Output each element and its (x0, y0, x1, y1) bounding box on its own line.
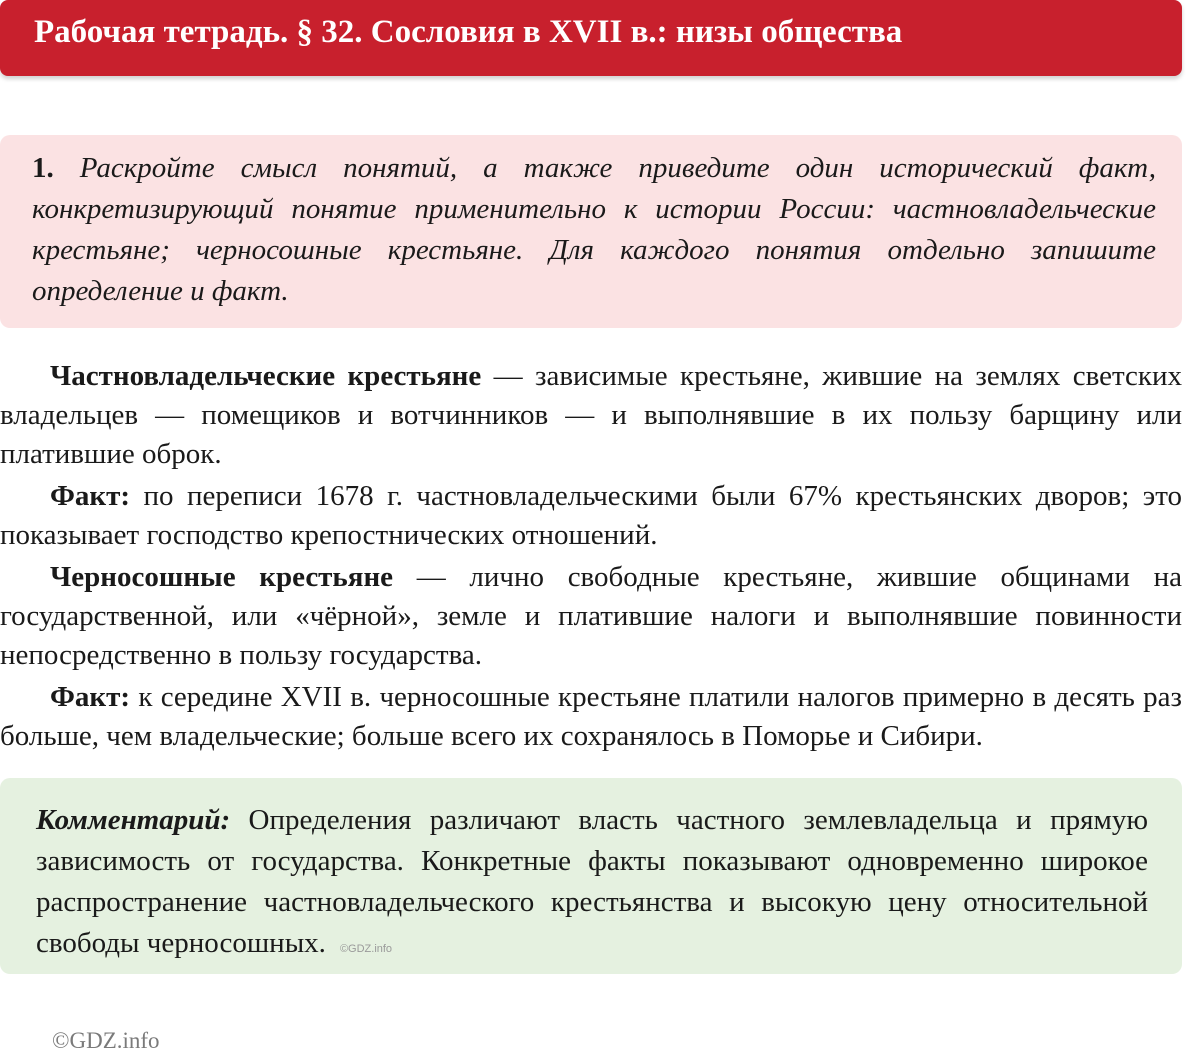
answer-paragraph (0, 678, 1182, 756)
answer-text: по переписи 1678 г. частновладельческими были 67% крестьянских дворов; это показывает господство крепостнических отношений. (0, 480, 1182, 551)
answer-term: Черносошные крестьяне (50, 561, 394, 593)
task-text: Раскройте смысл понятий, а также приведите один исторический факт, конкретизирующий понятие применительно к истории России: частновладельческие крестьяне; черносошные крестьяне. Для каждого понятия отдельно запишите определение и факт. (32, 152, 1156, 307)
answer-term: Частновладельческие крестьяне (50, 360, 482, 392)
task-statement (32, 148, 1156, 312)
answer-text: — зависимые крестьяне, жившие на землях светских владельцев — помещиков и вотчинников — и выполнявшие в их пользу барщину или платившие оброк. (0, 360, 1182, 470)
answer-section (0, 357, 1182, 759)
answer-paragraph (0, 558, 1182, 675)
comment-body (36, 800, 1148, 970)
header-bar (0, 0, 1182, 76)
comment-text: Определения различают власть частного землевладельца и прямую зависимость от государства. Конкретные факты показывают одновременно широкое распространение частновладельческого крестьянства и высокую цену относительной свободы черносошных. (36, 804, 1148, 959)
inline-watermark: ©GDZ.info (339, 943, 393, 955)
comment-label: Комментарий: (36, 804, 231, 836)
answer-term: Факт: (50, 681, 131, 713)
answer-term: Факт: (50, 480, 131, 512)
answer-text: — лично свободные крестьяне, жившие общинами на государственной, или «чёрной», земле и платившие налоги и выполнявшие повинности непосредственно в пользу государства. (0, 561, 1182, 671)
answer-paragraph (0, 477, 1182, 555)
task-number: 1. (32, 152, 54, 184)
copyright: ©GDZ.info (52, 1028, 160, 1053)
answer-text: к середине XVII в. черносошные крестьяне платили налогов примерно в десять раз больше, чем владельческие; больше всего их сохранялось в Поморье и Сибири. (0, 681, 1182, 752)
answer-paragraph (0, 357, 1182, 474)
page-title: Рабочая тетрадь. § 32. Сословия в XVII в.: низы общества (34, 14, 903, 50)
